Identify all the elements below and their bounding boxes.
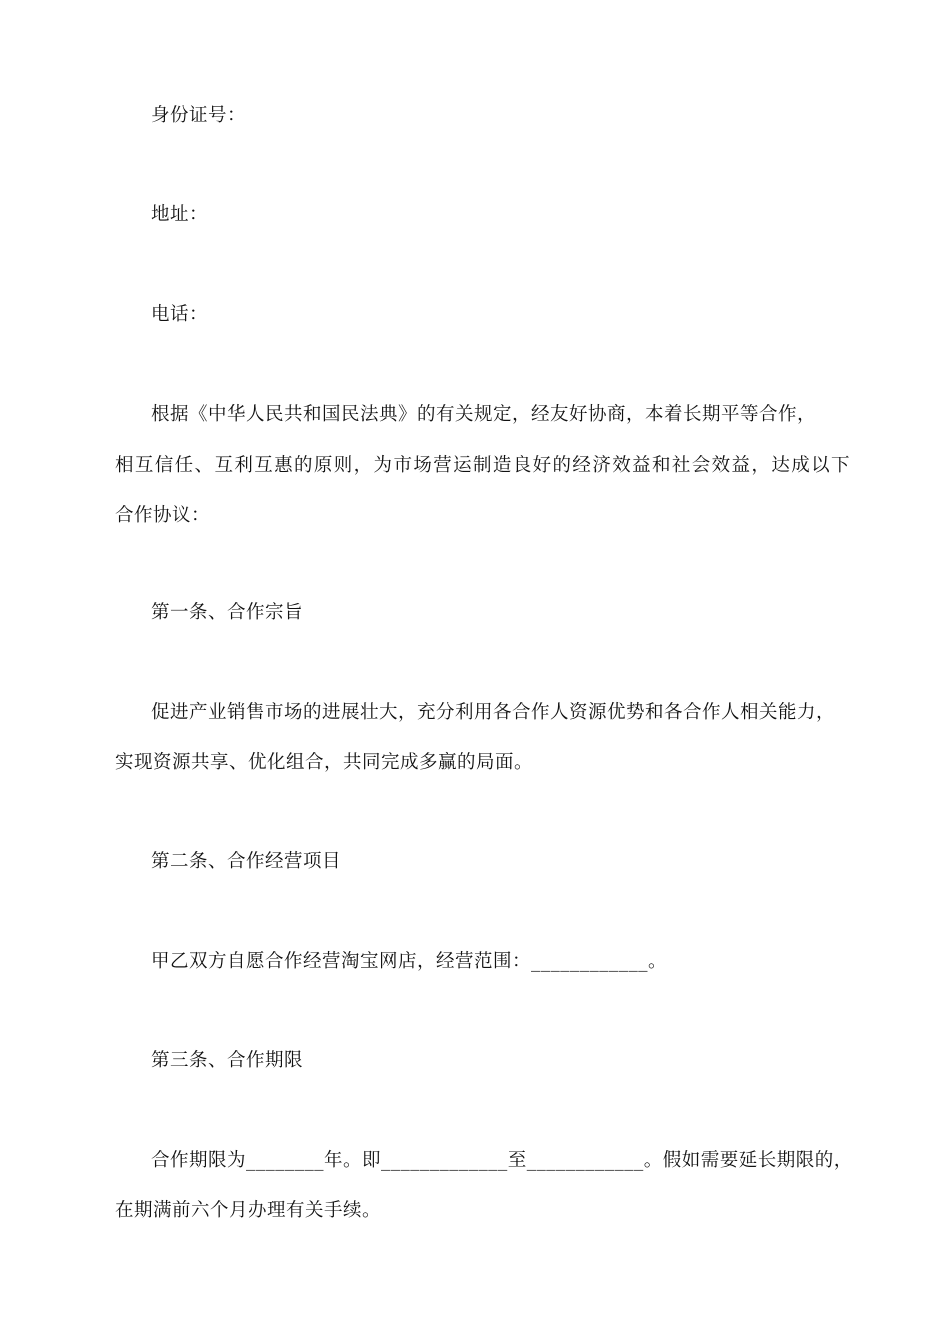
article-2-line-1: 甲乙双方自愿合作经营淘宝网店，经营范围：____________。: [151, 951, 668, 972]
article-3-title: 第三条、合作期限: [151, 1050, 304, 1071]
article-3-line-2: 在期满前六个月办理有关手续。: [115, 1200, 382, 1221]
preamble-line-3: 合作协议：: [115, 505, 211, 526]
preamble-line-1: 根据《中华人民共和国民法典》的有关规定，经友好协商，本着长期平等合作，: [151, 404, 817, 425]
article-1-line-2: 实现资源共享、优化组合，共同完成多赢的局面。: [115, 752, 534, 773]
article-2-title: 第二条、合作经营项目: [151, 851, 342, 872]
id-number-label: 身份证号：: [151, 105, 247, 126]
phone-label: 电话：: [151, 304, 209, 325]
address-label: 地址：: [151, 204, 209, 225]
article-3-line-1: 合作期限为________年。即_____________至____________。假如需要延长期限的，: [151, 1150, 853, 1171]
article-1-line-1: 促进产业销售市场的进展壮大，充分利用各合作人资源优势和各合作人相关能力，: [151, 702, 836, 723]
preamble-line-2: 相互信任、互利互惠的原则，为市场营运制造良好的经济效益和社会效益，达成以下: [115, 455, 850, 476]
article-1-title: 第一条、合作宗旨: [151, 602, 304, 623]
